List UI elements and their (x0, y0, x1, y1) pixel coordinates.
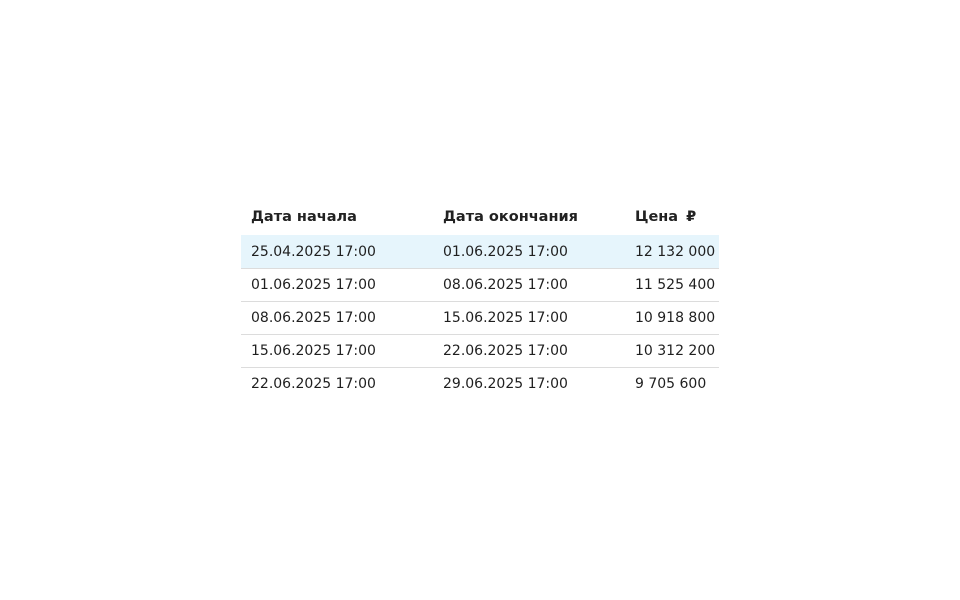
end-date-cell: 15.06.2025 17:00 (443, 310, 568, 326)
end-date-cell: 22.06.2025 17:00 (443, 343, 568, 359)
price-cell: 11 525 400 (635, 277, 716, 293)
header-price-label: Цена (635, 208, 679, 225)
start-date-cell: 08.06.2025 17:00 (251, 310, 376, 326)
price-cell: 10 918 800 (635, 310, 716, 326)
end-date-cell: 29.06.2025 17:00 (443, 376, 568, 392)
table-row (241, 268, 719, 301)
table-header-row (241, 198, 719, 235)
start-date-cell: 15.06.2025 17:00 (251, 343, 376, 359)
end-date-cell: 01.06.2025 17:00 (443, 243, 568, 260)
header-end-date: Дата окончания (443, 208, 578, 225)
price-schedule-table (241, 198, 719, 400)
start-date-cell: 22.06.2025 17:00 (251, 376, 376, 392)
header-start-date: Дата начала (251, 208, 357, 225)
header-price (625, 209, 719, 225)
table-row (241, 235, 719, 268)
end-date-cell: 08.06.2025 17:00 (443, 277, 568, 293)
start-date-cell: 25.04.2025 17:00 (251, 243, 376, 260)
table-row (241, 301, 719, 334)
table-row (241, 334, 719, 367)
start-date-cell: 01.06.2025 17:00 (251, 277, 376, 293)
price-cell: 10 312 200 (635, 343, 716, 359)
price-cell: 9 705 600 (635, 376, 707, 392)
table-row (241, 367, 719, 400)
price-cell: 12 132 000 (635, 243, 716, 260)
ruble-icon: ₽ (686, 208, 697, 225)
